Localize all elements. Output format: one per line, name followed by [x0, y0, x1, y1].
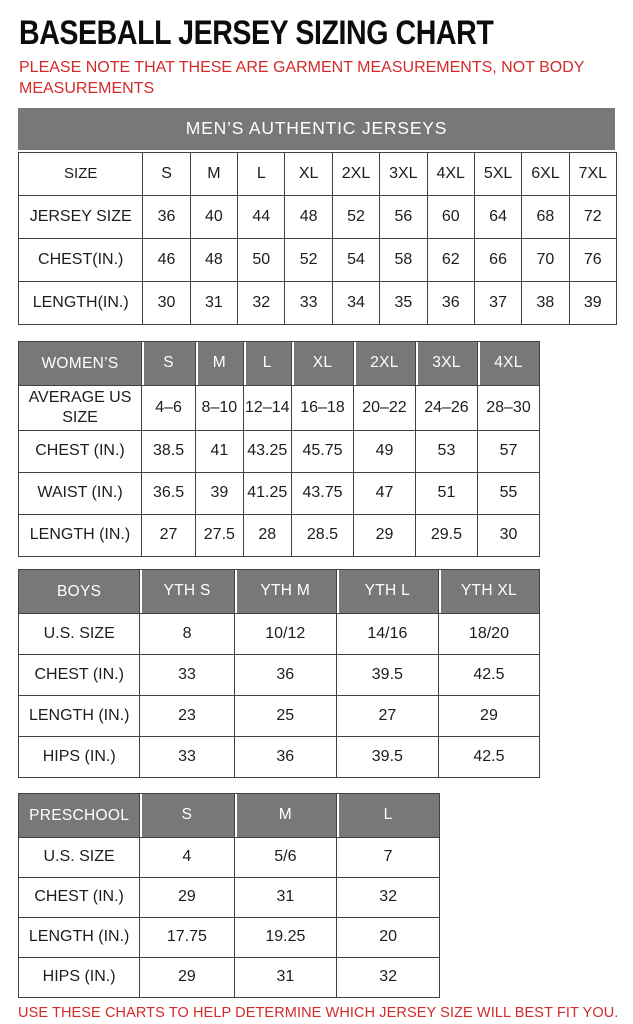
size-value-cell: 35 [380, 281, 427, 324]
size-value-cell: 33 [140, 654, 234, 695]
womens-sizing-table [18, 341, 540, 557]
boys-header-label: BOYS [19, 569, 140, 613]
garment-measurement-note: PLEASE NOTE THAT THESE ARE GARMENT MEASUREMENTS, NOT BODY MEASUREMENTS [19, 58, 585, 97]
size-value-cell: 4–6 [141, 385, 195, 430]
size-value-cell: 34 [332, 281, 379, 324]
size-value-cell: 41.25 [243, 472, 291, 514]
size-value-cell: 36 [234, 654, 336, 695]
womens-row [19, 514, 540, 556]
row-label: U.S. SIZE [19, 613, 140, 654]
size-value-cell: 14/16 [336, 613, 438, 654]
size-value-cell: 39.5 [336, 736, 438, 777]
size-value-cell: 20–22 [353, 385, 415, 430]
size-value-cell: 29 [353, 514, 415, 556]
mens-section-banner: MEN’S AUTHENTIC JERSEYS [18, 108, 615, 150]
womens-column-header: S [141, 341, 195, 385]
size-value-cell: 32 [238, 281, 285, 324]
size-value-cell: 51 [415, 472, 477, 514]
size-value-cell: 66 [474, 238, 521, 281]
size-value-cell: 53 [415, 430, 477, 472]
size-value-cell: 10/12 [234, 613, 336, 654]
size-value-cell: 44 [238, 195, 285, 238]
size-value-cell: 31 [234, 877, 337, 917]
mens-column-header: 6XL [522, 152, 569, 195]
size-value-cell: 41 [196, 430, 243, 472]
size-value-cell: 70 [522, 238, 569, 281]
size-value-cell: 46 [143, 238, 190, 281]
row-label: JERSEY SIZE [19, 195, 143, 238]
mens-column-header: S [143, 152, 190, 195]
preschool-column-header: L [337, 793, 440, 837]
size-value-cell: 68 [522, 195, 569, 238]
size-value-cell: 49 [353, 430, 415, 472]
size-value-cell: 31 [190, 281, 237, 324]
size-value-cell: 29 [140, 877, 234, 917]
mens-column-header: 5XL [474, 152, 521, 195]
row-label: HIPS (IN.) [19, 736, 140, 777]
preschool-row [19, 917, 440, 957]
womens-column-header: XL [291, 341, 353, 385]
size-value-cell: 36.5 [141, 472, 195, 514]
size-value-cell: 29 [438, 695, 539, 736]
mens-column-header: L [238, 152, 285, 195]
size-value-cell: 33 [140, 736, 234, 777]
size-value-cell: 48 [285, 195, 332, 238]
womens-header-row [19, 341, 540, 385]
womens-column-header: 3XL [415, 341, 477, 385]
boys-row [19, 695, 540, 736]
size-value-cell: 12–14 [243, 385, 291, 430]
size-value-cell: 30 [477, 514, 539, 556]
mens-column-header: 2XL [332, 152, 379, 195]
size-value-cell: 27 [336, 695, 438, 736]
mens-header-row [19, 152, 617, 195]
preschool-header-row [19, 793, 440, 837]
size-value-cell: 32 [337, 877, 440, 917]
size-value-cell: 40 [190, 195, 237, 238]
row-label: CHEST (IN.) [19, 877, 140, 917]
size-value-cell: 29.5 [415, 514, 477, 556]
boys-row [19, 736, 540, 777]
size-value-cell: 62 [427, 238, 474, 281]
boys-sizing-table [18, 569, 540, 778]
size-value-cell: 39 [569, 281, 616, 324]
boys-column-header: YTH XL [438, 569, 539, 613]
row-label: LENGTH (IN.) [19, 695, 140, 736]
page-title: BASEBALL JERSEY SIZING CHART [19, 14, 494, 52]
mens-header-label: SIZE [19, 152, 143, 195]
size-value-cell: 28–30 [477, 385, 539, 430]
mens-row [19, 281, 617, 324]
size-value-cell: 24–26 [415, 385, 477, 430]
preschool-header-label: PRESCHOOL [19, 793, 140, 837]
size-value-cell: 42.5 [438, 654, 539, 695]
size-value-cell: 25 [234, 695, 336, 736]
boys-row [19, 613, 540, 654]
boys-header-row [19, 569, 540, 613]
womens-column-header: 4XL [477, 341, 539, 385]
size-value-cell: 17.75 [140, 917, 234, 957]
size-value-cell: 7 [337, 837, 440, 877]
boys-column-header: YTH L [336, 569, 438, 613]
size-value-cell: 52 [285, 238, 332, 281]
size-value-cell: 38.5 [141, 430, 195, 472]
row-label: U.S. SIZE [19, 837, 140, 877]
size-value-cell: 29 [140, 957, 234, 997]
mens-column-header: M [190, 152, 237, 195]
row-label: LENGTH (IN.) [19, 514, 142, 556]
size-value-cell: 32 [337, 957, 440, 997]
womens-column-header: L [243, 341, 291, 385]
size-value-cell: 72 [569, 195, 616, 238]
size-value-cell: 27.5 [196, 514, 243, 556]
size-value-cell: 57 [477, 430, 539, 472]
size-value-cell: 4 [140, 837, 234, 877]
size-value-cell: 36 [234, 736, 336, 777]
preschool-row [19, 877, 440, 917]
row-label: CHEST (IN.) [19, 430, 142, 472]
preschool-sizing-table [18, 793, 440, 998]
mens-row [19, 195, 617, 238]
size-value-cell: 28 [243, 514, 291, 556]
row-label: CHEST(IN.) [19, 238, 143, 281]
size-value-cell: 30 [143, 281, 190, 324]
size-value-cell: 37 [474, 281, 521, 324]
mens-column-header: 4XL [427, 152, 474, 195]
size-value-cell: 60 [427, 195, 474, 238]
size-value-cell: 47 [353, 472, 415, 514]
womens-row [19, 385, 540, 430]
size-value-cell: 64 [474, 195, 521, 238]
womens-column-header: 2XL [353, 341, 415, 385]
womens-header-label: WOMEN’S [19, 341, 142, 385]
size-value-cell: 39 [196, 472, 243, 514]
size-value-cell: 43.25 [243, 430, 291, 472]
size-value-cell: 36 [427, 281, 474, 324]
size-value-cell: 56 [380, 195, 427, 238]
preschool-column-header: M [234, 793, 337, 837]
size-value-cell: 5/6 [234, 837, 337, 877]
mens-column-header: 3XL [380, 152, 427, 195]
size-value-cell: 38 [522, 281, 569, 324]
footer-note: USE THESE CHARTS TO HELP DETERMINE WHICH JERSEY SIZE WILL BEST FIT YOU. [18, 1004, 619, 1021]
size-value-cell: 28.5 [291, 514, 353, 556]
row-label: LENGTH(IN.) [19, 281, 143, 324]
size-value-cell: 19.25 [234, 917, 337, 957]
size-value-cell: 18/20 [438, 613, 539, 654]
mens-sizing-table [18, 152, 617, 325]
preschool-row [19, 837, 440, 877]
size-value-cell: 42.5 [438, 736, 539, 777]
boys-row [19, 654, 540, 695]
size-value-cell: 23 [140, 695, 234, 736]
size-value-cell: 76 [569, 238, 616, 281]
size-value-cell: 58 [380, 238, 427, 281]
mens-column-header: 7XL [569, 152, 616, 195]
size-value-cell: 45.75 [291, 430, 353, 472]
size-value-cell: 31 [234, 957, 337, 997]
mens-row [19, 238, 617, 281]
size-value-cell: 20 [337, 917, 440, 957]
row-label: HIPS (IN.) [19, 957, 140, 997]
size-value-cell: 27 [141, 514, 195, 556]
size-value-cell: 39.5 [336, 654, 438, 695]
row-label: WAIST (IN.) [19, 472, 142, 514]
size-value-cell: 52 [332, 195, 379, 238]
size-value-cell: 54 [332, 238, 379, 281]
size-value-cell: 33 [285, 281, 332, 324]
preschool-column-header: S [140, 793, 234, 837]
row-label: CHEST (IN.) [19, 654, 140, 695]
size-value-cell: 43.75 [291, 472, 353, 514]
size-value-cell: 8–10 [196, 385, 243, 430]
womens-row [19, 430, 540, 472]
row-label: LENGTH (IN.) [19, 917, 140, 957]
boys-column-header: YTH S [140, 569, 234, 613]
size-value-cell: 50 [238, 238, 285, 281]
row-label: AVERAGE US SIZE [19, 385, 142, 430]
size-value-cell: 16–18 [291, 385, 353, 430]
size-value-cell: 55 [477, 472, 539, 514]
womens-column-header: M [196, 341, 243, 385]
womens-row [19, 472, 540, 514]
size-value-cell: 36 [143, 195, 190, 238]
size-value-cell: 8 [140, 613, 234, 654]
boys-column-header: YTH M [234, 569, 336, 613]
mens-column-header: XL [285, 152, 332, 195]
preschool-row [19, 957, 440, 997]
size-value-cell: 48 [190, 238, 237, 281]
